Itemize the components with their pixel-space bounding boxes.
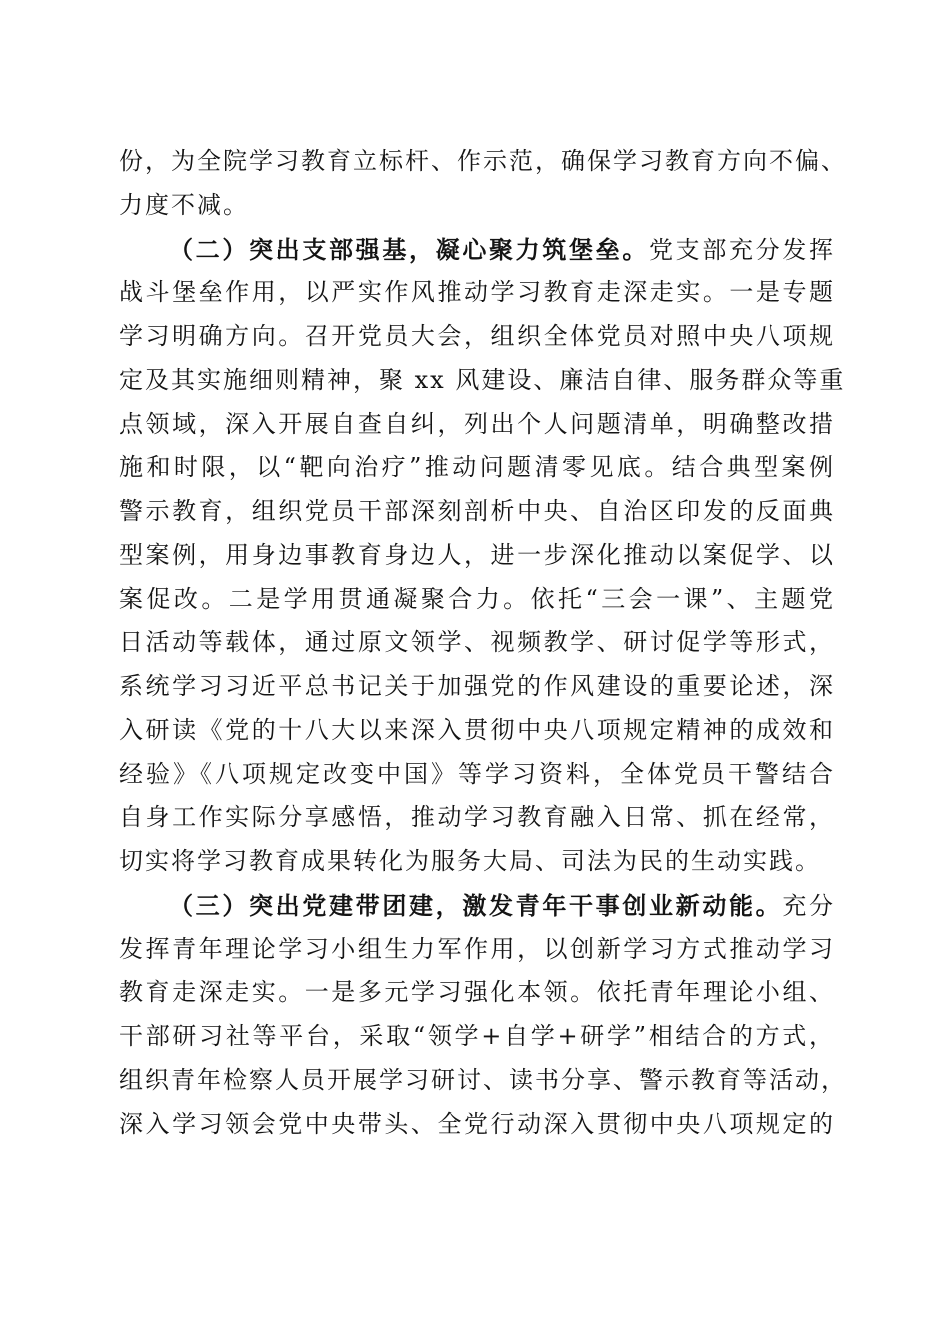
- text-line: 战斗堡垒作用，以严实作风推动学习教育走深走实。一是专题: [119, 278, 835, 307]
- text-line: 点领域，深入开展自查自纠，列出个人问题清单，明确整改措: [119, 409, 835, 438]
- text-line: 自身工作实际分享感悟，推动学习教育融入日常、抓在经常，: [119, 803, 835, 832]
- text-line: 系统学习习近平总书记关于加强党的作风建设的重要论述，深: [119, 672, 835, 700]
- text-line: 组织青年检察人员开展学习研讨、读书分享、警示教育等活动，: [119, 1065, 847, 1094]
- section-heading-2: （二）突出支部强基，凝心聚力筑堡垒。: [169, 234, 649, 264]
- section-heading-line: [119, 228, 835, 272]
- section-heading-3: （三）突出党建带团建，激发青年干事创业新动能。: [169, 890, 783, 920]
- text-line: 经验》《八项规定改变中国》等学习资料，全体党员干警结合: [119, 759, 835, 788]
- text-line: 警示教育，组织党员干部深刻剖析中央、自治区印发的反面典: [119, 497, 835, 525]
- text-line: 施和时限，以“靶向治疗”推动问题清零见底。结合典型案例: [119, 453, 835, 482]
- text-line: 定及其实施细则精神，聚 xx 风建设、廉洁自律、服务群众等重: [119, 365, 846, 394]
- text-line: 入研读《党的十八大以来深入贯彻中央八项规定精神的成效和: [119, 715, 835, 744]
- text-line: 教育走深走实。一是多元学习强化本领。依托青年理论小组、: [119, 978, 835, 1007]
- text-line: 案促改。二是学用贯通凝聚合力。依托“三会一课”、主题党: [119, 584, 835, 613]
- text-line: 深入学习领会党中央带头、全党行动深入贯彻中央八项规定的: [119, 1109, 835, 1138]
- text-line: 发挥青年理论学习小组生力军作用，以创新学习方式推动学习: [119, 934, 835, 963]
- text-line: 型案例，用身边事教育身边人，进一步深化推动以案促学、以: [119, 540, 835, 569]
- text-line: 份，为全院学习教育立标杆、作示范，确保学习教育方向不偏、: [119, 147, 847, 175]
- text-line: 学习明确方向。召开党员大会，组织全体党员对照中央八项规: [119, 322, 835, 350]
- text-line: 日活动等载体，通过原文领学、视频教学、研讨促学等形式，: [119, 628, 835, 657]
- text-line: 力度不减。: [119, 190, 249, 219]
- text-line: 干部研习社等平台，采取“领学+自学+研学”相结合的方式，: [119, 1022, 835, 1050]
- text-fragment: 充分: [782, 891, 836, 920]
- document-body: [119, 140, 847, 1146]
- section-heading-line: [119, 884, 835, 928]
- text-fragment: 党支部充分发挥: [649, 235, 835, 264]
- text-line: 切实将学习教育成果转化为服务大局、司法为民的生动实践。: [119, 847, 821, 875]
